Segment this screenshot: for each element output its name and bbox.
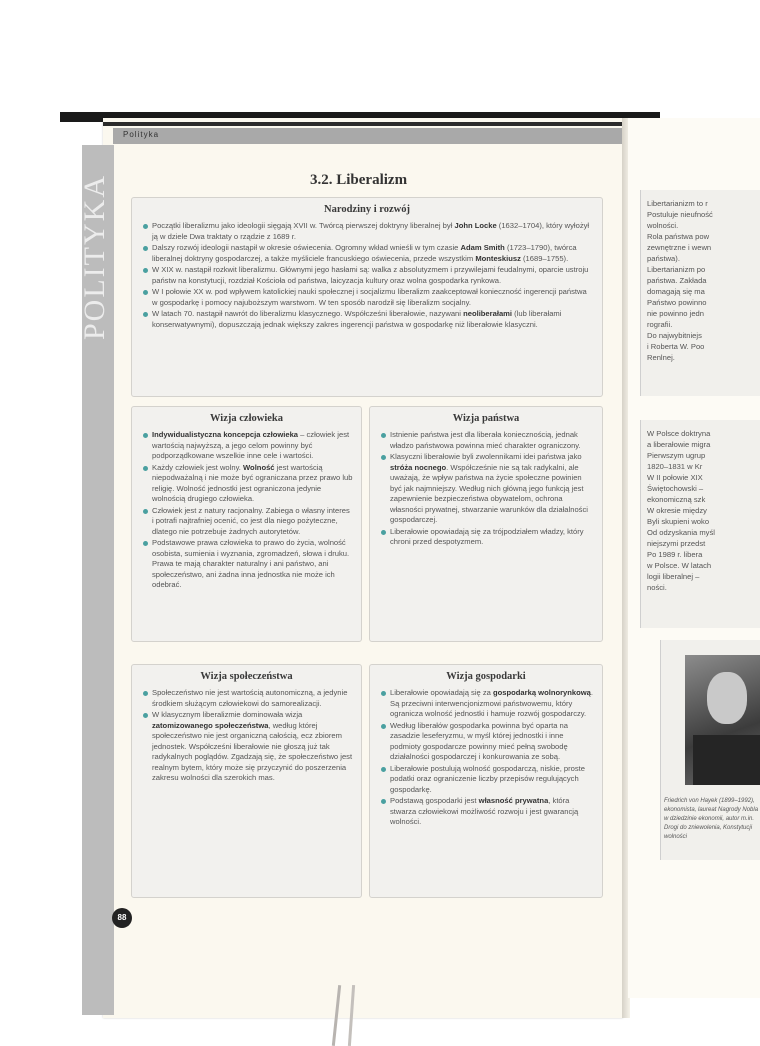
right-page-line: logii liberalnej – bbox=[647, 572, 700, 581]
chapter-title: 3.2. Liberalizm bbox=[310, 172, 408, 188]
right-page-line: Pierwszym ugrup bbox=[647, 451, 706, 460]
state-vision-section bbox=[369, 406, 603, 642]
text-run: , według której społeczeństwo nie jest organiczną całością, ecz zbiorem jednostek. Współcześni liberałowie nie głoszą już tak radykalnych poglądów. Zgadzają się, że społeczeństwo jest realnym bytem, który może się przyczynić do poszerzenia zakresu wolności dla szerokich mas. bbox=[152, 720, 353, 782]
bold-term: Indywidualistyczna koncepcja człowieka bbox=[152, 430, 299, 439]
origins-heading: Narodziny i rozwój bbox=[324, 204, 410, 215]
bullet-item bbox=[142, 463, 353, 505]
text-run: (1689–1755). bbox=[520, 253, 569, 263]
portrait-caption: Friedrich von Hayek (1899–1992), ekonomista, laureat Nagrody Nobla w dziedzinie ekonomii, autor m.in. Drogi do zniewolenia, Konstytucji wolności bbox=[664, 798, 759, 840]
bullet-item bbox=[380, 721, 594, 763]
bold-term: Adam Smith bbox=[460, 243, 505, 252]
section-label: Polityka bbox=[123, 130, 160, 139]
right-page-line: Po 1989 r. libera bbox=[647, 550, 703, 559]
text-run: W XIX w. nastąpił rozkwit liberalizmu. Głównymi jego hasłami są: walka z absolutyzmem i przywilejami feudalnymi, oparcie ustroju państw na konstytucji, rozdział Kościoła od państwa, laicyzacja kultury oraz wolna gospodarka rynkowa. bbox=[152, 265, 589, 285]
bullet-item bbox=[142, 221, 594, 242]
bullet-item bbox=[142, 710, 353, 784]
human-vision-list bbox=[142, 430, 353, 591]
right-page-line: w Polsce. W latach bbox=[647, 561, 712, 570]
text-run: Początki liberalizmu jako ideologii sięgają XVII w. Twórcą pierwszej doktryny liberalnej był bbox=[152, 221, 455, 230]
bold-term: zatomizowanego społeczeństwa bbox=[152, 720, 269, 730]
bullet-item bbox=[142, 688, 353, 709]
text-run: Podstawą gospodarki jest bbox=[390, 796, 479, 805]
text-run: Człowiek jest z natury racjonalny. Zabiega o własny interes i potrafi najtrafniej ocenić, co jest dla niego pożyteczne, dlatego nie potrzebuje żadnych autorytetów. bbox=[152, 505, 350, 536]
right-page-line: Renlnej. bbox=[647, 353, 675, 362]
text-run: . Współcześnie nie są tak radykalni, ale uważają, że wpływ państwa na życie społeczne powinien być jak najmniejszy. Według nich główną jego funkcją jest zapewnienie bezpieczeństwa obywatelom, ochrona własności prywatnej, stwarzanie warunków dla działalności gospodarczej. bbox=[390, 462, 588, 524]
bold-term: Monteskiusz bbox=[475, 253, 521, 263]
right-page-line: zewnętrzne i wewn bbox=[647, 243, 712, 252]
origins-section bbox=[131, 197, 603, 397]
right-page-line: ekonomiczną szk bbox=[647, 495, 706, 504]
vertical-title: POLITYKA bbox=[78, 174, 111, 340]
text-run: Liberałowie postulują wolność gospodarczą, niskie, proste podatki oraz ograniczenie liczby przepisów regulujących gospodarkę. bbox=[390, 763, 586, 794]
bullet-item bbox=[380, 688, 594, 720]
right-info-box-2 bbox=[640, 420, 760, 628]
page-number: 88 bbox=[112, 908, 132, 928]
right-page-line: W II połowie XIX bbox=[647, 473, 703, 482]
text-run: W latach 70. nastąpił nawrót do liberalizmu klasycznego. Współcześni liberałowie, nazywani bbox=[152, 309, 464, 318]
origins-list bbox=[142, 221, 594, 330]
text-run: – człowiek jest wartością najwyższą, a jego celom powinny być podporządkowane wszelkie inne cele i wartości. bbox=[152, 430, 350, 460]
text-run: Liberałowie opowiadają się za bbox=[390, 688, 494, 697]
text-run: (1632–1704), który wyłożył ją w dziele Dwa traktaty o rządzie z 1689 r. bbox=[152, 221, 590, 241]
state-vision-heading: Wizja państwa bbox=[452, 413, 520, 424]
text-run: Podstawowe prawa człowieka to prawo do życia, wolność osobista, sumienia i wyznania, zgromadzeń, słowa i druku. Prawa te mają charakter naturalny i ani państwo, ani społeczeństwo, ani żadna inna jednostka nie może ich odebrać. bbox=[152, 538, 350, 589]
right-page-line: Świętochowski – bbox=[647, 484, 704, 493]
text-run: Liberałowie opowiadają się za trójpodziałem władzy, który chroni przed despotyzmem. bbox=[390, 526, 584, 546]
human-vision-heading: Wizja człowieka bbox=[210, 413, 283, 424]
text-run: Społeczeństwo nie jest wartością autonomiczną, a jedynie środkiem służącym człowiekowi do samorealizacji. bbox=[152, 688, 348, 708]
portrait-face bbox=[707, 672, 747, 724]
right-page-line: państwa. Zakłada bbox=[647, 276, 707, 285]
right-page-line: i Roberta W. Poo bbox=[647, 342, 705, 351]
text-run: Każdy człowiek jest wolny. bbox=[152, 462, 244, 472]
right-page-line: rografii. bbox=[647, 320, 673, 329]
bullet-item bbox=[380, 764, 594, 796]
text-run: Dalszy rozwój ideologii nastąpił w okresie oświecenia. Ogromny wkład wnieśli w tym czasie bbox=[152, 243, 461, 252]
right-info-box-1 bbox=[640, 190, 760, 396]
bold-term: John Locke bbox=[454, 221, 497, 230]
bullet-item bbox=[142, 430, 353, 462]
bold-term: neoliberałami bbox=[463, 309, 513, 318]
right-page-line: W okresie między bbox=[647, 506, 707, 515]
bold-term: Wolność bbox=[243, 462, 275, 472]
right-page-line: państwa). bbox=[647, 254, 680, 263]
page-top-edge bbox=[103, 122, 623, 126]
text-run: W klasycznym liberalizmie dominowała wizja bbox=[152, 710, 303, 719]
bold-term: stróża nocnego bbox=[390, 462, 447, 472]
society-vision-section bbox=[131, 664, 362, 898]
bullet-item bbox=[380, 452, 594, 526]
bullet-item bbox=[142, 243, 594, 264]
bullet-item bbox=[380, 527, 594, 548]
economy-vision-heading: Wizja gospodarki bbox=[446, 671, 526, 682]
right-page-line: Do najwybitniejs bbox=[647, 331, 702, 340]
society-vision-heading: Wizja społeczeństwa bbox=[200, 671, 293, 682]
bullet-item bbox=[142, 287, 594, 308]
text-run: , która stwarza człowiekowi możliwość rozwoju i jest gwarancją wolności. bbox=[390, 796, 579, 826]
right-page-line: Libertarianizm po bbox=[647, 265, 706, 274]
right-page-line: niejszymi przedst bbox=[647, 539, 706, 548]
text-run: . Są przeciwni interwencjonizmowi państwowemu, który ogranicza wolność jednostki i hamuje rozwój gospodarczy. bbox=[390, 688, 594, 718]
bullet-item bbox=[142, 265, 594, 286]
portrait-suit bbox=[693, 735, 760, 785]
society-vision-list bbox=[142, 688, 353, 784]
bullet-item bbox=[142, 506, 353, 538]
text-run: Klasyczni liberałowie byli zwolennikami idei państwa jako bbox=[390, 452, 582, 461]
right-page-line: W Polsce doktryna bbox=[647, 429, 711, 438]
bullet-item bbox=[380, 796, 594, 828]
human-vision-section bbox=[131, 406, 362, 642]
text-run: (lub liberałami konserwatywnymi), dopuszczają jednak większy zakres ingerencji państwa w gospodarkę niż liberałowie klasyczni. bbox=[152, 309, 562, 329]
right-page-line: a liberałowie migra bbox=[647, 440, 711, 449]
text-run: jest wartością niepodważalną i nie może być ograniczana przez prawo lub religię. Wolność jednostki jest ograniczona jedynie wolnością drugiego człowieka. bbox=[152, 462, 353, 503]
right-page-line: Postuluje nieufność bbox=[647, 210, 713, 219]
bold-term: gospodarką wolnorynkową bbox=[493, 688, 591, 697]
right-page-line: domagają się ma bbox=[647, 287, 705, 296]
right-page-line: Libertarianizm to r bbox=[647, 199, 708, 208]
right-page-line: wolności. bbox=[647, 221, 679, 230]
bullet-item bbox=[142, 309, 594, 330]
text-run: Istnienie państwa jest dla liberała koniecznością, jednak władzo państwowa powinna mieć charakter ograniczony. bbox=[390, 430, 581, 450]
state-vision-list bbox=[380, 430, 594, 548]
bullet-item bbox=[380, 430, 594, 451]
text-run: (1723–1790), twórca liberalnej doktryny gospodarczej, a także myśliciele francuskiego oświecenia, przede wszystkim bbox=[152, 243, 577, 263]
right-page-line: Państwo powinno bbox=[647, 298, 707, 307]
right-page-line: ności. bbox=[647, 583, 667, 592]
right-page-line: nie powinno jedn bbox=[647, 309, 704, 318]
section-header-strip bbox=[113, 128, 623, 144]
right-page-line: 1820–1831 w Kr bbox=[647, 462, 703, 471]
text-run: W I połowie XX w. pod wpływem katolickiej nauki społecznej i socjalizmu liberalizm zaakceptował konieczność ingerencji państwa w gospodarkę i pomocy najuboższym warstwom. W ten sposób narodził się liberalizm socjalny. bbox=[152, 287, 587, 307]
right-page-line: Od odzyskania myśl bbox=[647, 528, 715, 537]
economy-vision-section bbox=[369, 664, 603, 898]
text-run: Według liberałów gospodarka powinna być oparta na zasadzie leseferyzmu, w myśl której jednostki i inne podmioty gospodarcze powinny mieć pełną swobodę działalności gospodarczej i konkurowania ze sobą. bbox=[390, 720, 569, 761]
economy-vision-list bbox=[380, 688, 594, 828]
right-page-line: Rola państwa pow bbox=[647, 232, 710, 241]
bold-term: własność prywatna bbox=[478, 796, 549, 805]
bullet-item bbox=[142, 538, 353, 591]
right-page-line: Byli skupieni woko bbox=[647, 517, 710, 526]
